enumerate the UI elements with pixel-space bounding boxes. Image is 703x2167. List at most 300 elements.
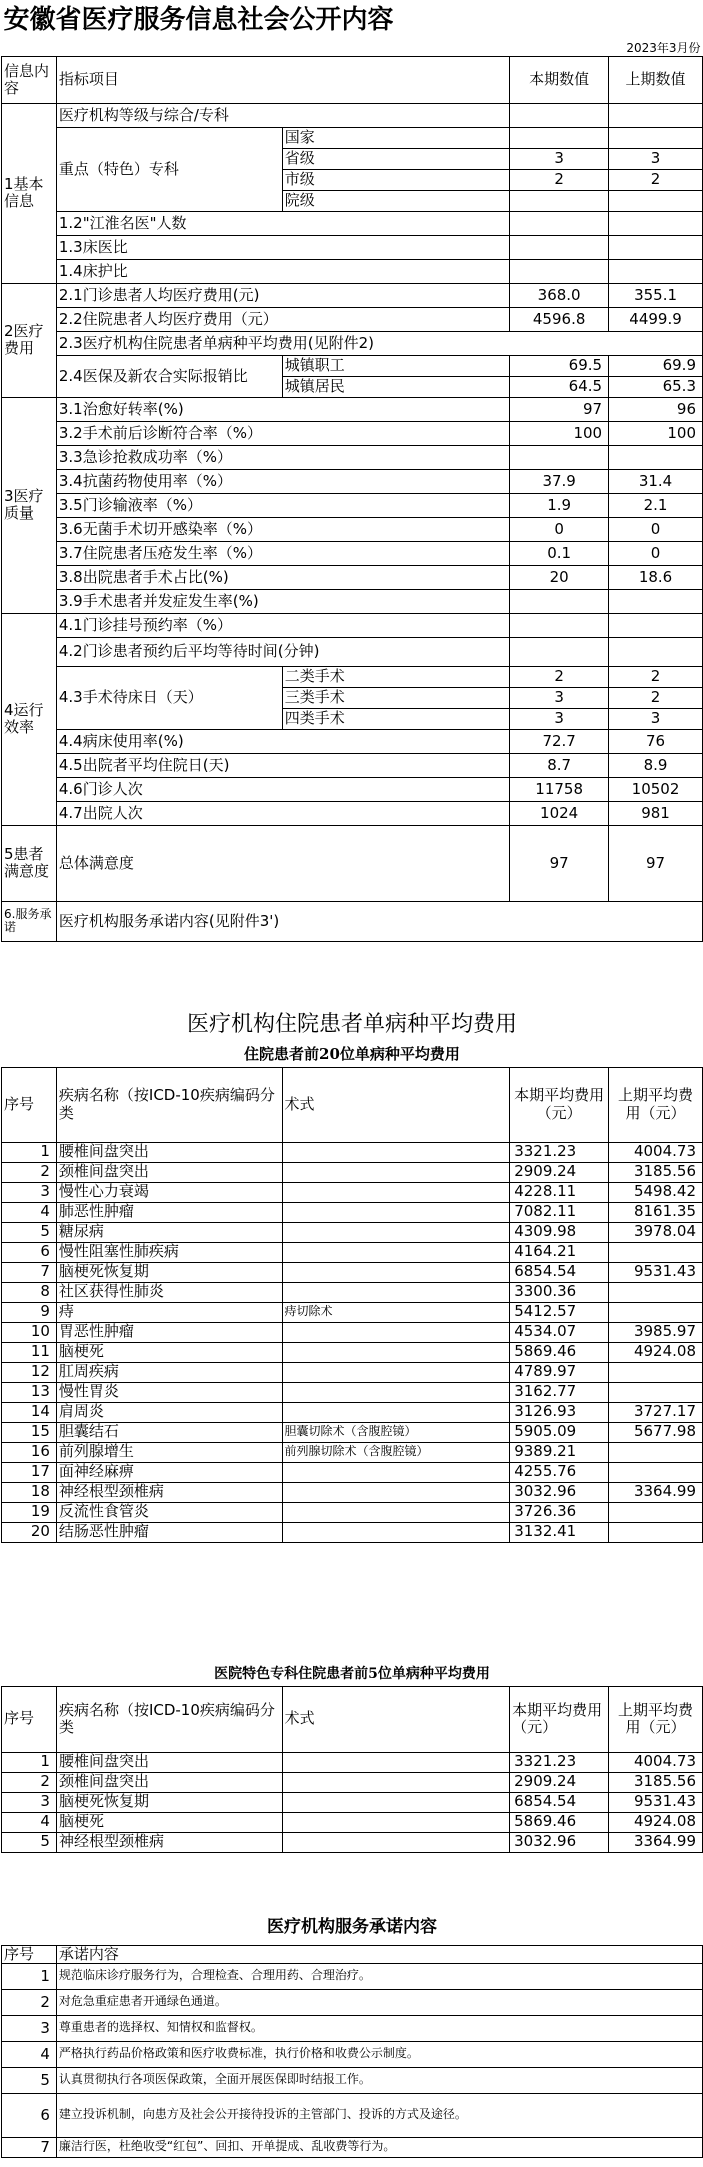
previous-cost xyxy=(609,1382,703,1402)
current-cost: 4164.21 xyxy=(510,1242,609,1262)
item-label: 1.4床护比 xyxy=(56,259,509,283)
promise-rows xyxy=(2,1963,703,2157)
current-cost: 7082.11 xyxy=(510,1202,609,1222)
disease-name: 反流性食管炎 xyxy=(56,1502,282,1522)
current-value xyxy=(510,190,609,211)
row-number: 17 xyxy=(2,1462,57,1482)
item-label: 1.3床医比 xyxy=(56,235,509,259)
current-value: 20 xyxy=(510,565,609,589)
table-row xyxy=(2,1182,703,1202)
previous-cost xyxy=(609,1302,703,1322)
row-number: 1 xyxy=(2,1963,57,1989)
sub-item-label: 三类手术 xyxy=(282,687,509,708)
promise-text: 认真贯彻执行各项医保政策，全面开展医保即时结报工作。 xyxy=(56,2067,702,2093)
sub-item-label: 省级 xyxy=(282,148,509,169)
item-label: 医疗机构等级与综合/专科 xyxy=(56,103,509,127)
current-value: 1024 xyxy=(510,801,609,825)
row-number: 12 xyxy=(2,1362,57,1382)
previous-cost xyxy=(609,1282,703,1302)
header-previous-cost: 上期平均费用（元） xyxy=(609,1067,703,1142)
row-number: 1 xyxy=(2,1142,57,1162)
header-no: 序号 xyxy=(2,1945,57,1963)
row-number: 7 xyxy=(2,1262,57,1282)
table-row xyxy=(2,1302,703,1322)
cost-title: 医疗机构住院患者单病种平均费用 xyxy=(186,1012,517,1038)
previous-value: 2.1 xyxy=(609,493,703,517)
previous-value xyxy=(609,103,703,127)
sub-item-label: 城镇居民 xyxy=(282,376,509,397)
row-number: 2 xyxy=(2,1772,57,1792)
header-info: 信息内容 xyxy=(2,56,57,103)
disease-name: 肺恶性肿瘤 xyxy=(56,1202,282,1222)
previous-cost: 3978.04 xyxy=(609,1222,703,1242)
procedure xyxy=(282,1792,509,1812)
procedure xyxy=(282,1402,510,1422)
procedure xyxy=(282,1462,510,1482)
current-value: 97 xyxy=(510,397,609,421)
row-number: 1 xyxy=(2,1752,57,1772)
table-row xyxy=(2,1462,703,1482)
procedure xyxy=(282,1502,510,1522)
procedure xyxy=(282,1752,509,1772)
header-disease: 疾病名称（按ICD-10疾病编码分类 xyxy=(56,1686,282,1752)
group-label: 5患者满意度 xyxy=(2,825,57,901)
current-value: 4596.8 xyxy=(510,307,609,331)
current-value xyxy=(510,613,609,637)
item-label: 3.3急诊抢救成功率（%） xyxy=(56,445,509,469)
current-value: 72.7 xyxy=(510,729,609,753)
disease-name: 胃恶性肿瘤 xyxy=(56,1322,282,1342)
table-row xyxy=(2,1963,703,1989)
table-row xyxy=(2,2015,703,2041)
table-row xyxy=(2,1792,703,1812)
page-title: 安徽省医疗服务信息社会公开内容 xyxy=(3,5,394,36)
previous-cost: 3364.99 xyxy=(609,1482,703,1502)
sub-item-label: 二类手术 xyxy=(282,666,509,687)
disease-name: 面神经麻痹 xyxy=(56,1462,282,1482)
table-row xyxy=(2,2041,703,2067)
header-content: 承诺内容 xyxy=(56,1945,702,1963)
current-value: 3 xyxy=(510,708,609,729)
table-row xyxy=(2,1282,703,1302)
table-row xyxy=(2,1262,703,1282)
procedure xyxy=(282,1382,510,1402)
previous-value: 355.1 xyxy=(609,283,703,307)
group-label: 2医疗费用 xyxy=(2,283,57,397)
row-number: 16 xyxy=(2,1442,57,1462)
row-number: 13 xyxy=(2,1382,57,1402)
disease-name: 颈椎间盘突出 xyxy=(56,1772,282,1792)
current-cost: 3132.41 xyxy=(510,1522,609,1542)
disease-name: 糖尿病 xyxy=(56,1222,282,1242)
procedure xyxy=(282,1342,510,1362)
current-cost: 4534.07 xyxy=(510,1322,609,1342)
previous-cost: 8161.35 xyxy=(609,1202,703,1222)
item-label: 3.7住院患者压疮发生率（%） xyxy=(56,541,509,565)
previous-value: 65.3 xyxy=(609,376,703,397)
disease-name: 颈椎间盘突出 xyxy=(56,1162,282,1182)
item-label: 3.6无菌手术切开感染率（%） xyxy=(56,517,509,541)
current-value: 37.9 xyxy=(510,469,609,493)
current-cost: 2909.24 xyxy=(510,1772,609,1792)
item-label: 4.5出院者平均住院日(天) xyxy=(56,753,509,777)
current-cost: 3162.77 xyxy=(510,1382,609,1402)
previous-cost xyxy=(609,1502,703,1522)
previous-cost: 9531.43 xyxy=(609,1792,703,1812)
disease-name: 慢性阻塞性肺疾病 xyxy=(56,1242,282,1262)
header-disease: 疾病名称（按ICD-10疾病编码分类 xyxy=(56,1067,282,1142)
procedure: 胆囊切除术（含腹腔镜） xyxy=(282,1422,510,1442)
cost-table xyxy=(1,1007,703,1543)
table-row xyxy=(2,1382,703,1402)
row-number: 5 xyxy=(2,1832,57,1852)
current-cost: 5412.57 xyxy=(510,1302,609,1322)
current-value xyxy=(510,103,609,127)
table-row xyxy=(2,2137,703,2157)
current-cost: 4309.98 xyxy=(510,1222,609,1242)
sub-item-label: 国家 xyxy=(282,127,509,148)
current-value: 3 xyxy=(510,148,609,169)
row-number: 10 xyxy=(2,1322,57,1342)
current-value: 64.5 xyxy=(510,376,609,397)
table-row xyxy=(2,1242,703,1262)
previous-cost: 3985.97 xyxy=(609,1322,703,1342)
row-number: 14 xyxy=(2,1402,57,1422)
row-number: 4 xyxy=(2,2041,57,2067)
procedure xyxy=(282,1262,510,1282)
current-cost: 3321.23 xyxy=(510,1752,609,1772)
table-row xyxy=(2,1322,703,1342)
header-no: 序号 xyxy=(2,1686,57,1752)
table-row xyxy=(2,1442,703,1462)
current-cost: 3321.23 xyxy=(510,1142,609,1162)
row-number: 20 xyxy=(2,1522,57,1542)
current-cost: 4228.11 xyxy=(510,1182,609,1202)
disease-name: 腰椎间盘突出 xyxy=(56,1142,282,1162)
special-rows xyxy=(2,1752,703,1852)
row-number: 9 xyxy=(2,1302,57,1322)
current-cost: 3032.96 xyxy=(510,1482,609,1502)
previous-value: 4499.9 xyxy=(609,307,703,331)
current-cost: 3032.96 xyxy=(510,1832,609,1852)
current-value xyxy=(510,259,609,283)
table-row xyxy=(2,1482,703,1502)
current-value: 11758 xyxy=(510,777,609,801)
current-value: 97 xyxy=(510,825,609,901)
item-label: 1.2"江淮名医"人数 xyxy=(56,211,509,235)
disease-name: 社区获得性肺炎 xyxy=(56,1282,282,1302)
header-procedure: 术式 xyxy=(282,1686,509,1752)
previous-cost xyxy=(609,1442,703,1462)
row-number: 19 xyxy=(2,1502,57,1522)
table-row xyxy=(2,2067,703,2093)
previous-value xyxy=(609,637,703,666)
procedure: 前列腺切除术（含腹腔镜） xyxy=(282,1442,510,1462)
previous-value: 0 xyxy=(609,541,703,565)
row-number: 11 xyxy=(2,1342,57,1362)
previous-value xyxy=(609,259,703,283)
special-subtitle: 医院特色专科住院患者前5位单病种平均费用 xyxy=(214,1665,490,1682)
item-label: 4.2门诊患者预约后平均等待时间(分钟) xyxy=(56,637,509,666)
disease-name: 脑梗死恢复期 xyxy=(56,1792,282,1812)
previous-cost: 5498.42 xyxy=(609,1182,703,1202)
previous-value: 31.4 xyxy=(609,469,703,493)
cost-rows xyxy=(2,1142,703,1542)
table-row xyxy=(2,1989,703,2015)
current-value: 0.1 xyxy=(510,541,609,565)
previous-cost xyxy=(609,1362,703,1382)
header-item: 指标项目 xyxy=(56,56,509,103)
group-label: 3医疗质量 xyxy=(2,397,57,613)
previous-value: 2 xyxy=(609,666,703,687)
sub-item-label: 四类手术 xyxy=(282,708,509,729)
header-previous: 上期数值 xyxy=(609,56,703,103)
disease-name: 脑梗死 xyxy=(56,1342,282,1362)
row-number: 6 xyxy=(2,1242,57,1262)
current-value xyxy=(510,235,609,259)
item-label: 3.4抗菌药物使用率（%） xyxy=(56,469,509,493)
row-number: 3 xyxy=(2,1182,57,1202)
current-value xyxy=(510,637,609,666)
current-cost: 2909.24 xyxy=(510,1162,609,1182)
previous-value: 97 xyxy=(609,825,703,901)
header-previous-cost: 上期平均费用（元） xyxy=(609,1686,703,1752)
current-cost: 3726.36 xyxy=(510,1502,609,1522)
previous-value: 96 xyxy=(609,397,703,421)
disease-name: 胆囊结石 xyxy=(56,1422,282,1442)
disease-name: 慢性心力衰竭 xyxy=(56,1182,282,1202)
current-cost: 5869.46 xyxy=(510,1812,609,1832)
current-value: 0 xyxy=(510,517,609,541)
previous-value xyxy=(609,445,703,469)
row-number: 3 xyxy=(2,1792,57,1812)
procedure xyxy=(282,1202,510,1222)
table-row xyxy=(2,1772,703,1792)
header-current-cost: 本期平均费用（元） xyxy=(510,1686,609,1752)
row-number: 3 xyxy=(2,2015,57,2041)
current-value: 100 xyxy=(510,421,609,445)
previous-value xyxy=(609,211,703,235)
info-table xyxy=(1,0,703,942)
current-value: 3 xyxy=(510,687,609,708)
current-cost: 6854.54 xyxy=(510,1792,609,1812)
current-value: 368.0 xyxy=(510,283,609,307)
sub-item-label: 院级 xyxy=(282,190,509,211)
current-value xyxy=(510,589,609,613)
previous-cost: 4004.73 xyxy=(609,1752,703,1772)
previous-value: 76 xyxy=(609,729,703,753)
previous-cost xyxy=(609,1462,703,1482)
current-cost: 5869.46 xyxy=(510,1342,609,1362)
special-table xyxy=(1,1662,703,1853)
item-label: 3.5门诊输液率（%） xyxy=(56,493,509,517)
table-row xyxy=(2,1832,703,1852)
previous-cost: 3364.99 xyxy=(609,1832,703,1852)
previous-value xyxy=(609,589,703,613)
table-row xyxy=(2,1222,703,1242)
current-cost: 9389.21 xyxy=(510,1442,609,1462)
current-cost: 3126.93 xyxy=(510,1402,609,1422)
row-number: 8 xyxy=(2,1282,57,1302)
item-label: 4.4病床使用率(%) xyxy=(56,729,509,753)
procedure xyxy=(282,1772,509,1792)
current-cost: 4789.97 xyxy=(510,1362,609,1382)
sub-item-label: 城镇职工 xyxy=(282,355,509,376)
table-row xyxy=(2,1522,703,1542)
previous-cost: 4004.73 xyxy=(609,1142,703,1162)
previous-cost: 3185.56 xyxy=(609,1162,703,1182)
item-label: 总体满意度 xyxy=(56,825,509,901)
previous-value: 2 xyxy=(609,687,703,708)
group-label: 4运行效率 xyxy=(2,613,57,825)
promise-text: 尊重患者的选择权、知情权和监督权。 xyxy=(56,2015,702,2041)
previous-value: 69.9 xyxy=(609,355,703,376)
previous-value: 3 xyxy=(609,708,703,729)
table-row xyxy=(2,1362,703,1382)
item-label: 医疗机构服务承诺内容(见附件3') xyxy=(56,901,702,941)
row-number: 5 xyxy=(2,2067,57,2093)
previous-value: 2 xyxy=(609,169,703,190)
item-label: 3.9手术患者并发症发生率(%) xyxy=(56,589,509,613)
disease-name: 神经根型颈椎病 xyxy=(56,1832,282,1852)
procedure xyxy=(282,1182,510,1202)
procedure xyxy=(282,1242,510,1262)
disease-name: 肩周炎 xyxy=(56,1402,282,1422)
previous-cost: 4924.08 xyxy=(609,1342,703,1362)
procedure xyxy=(282,1282,510,1302)
row-number: 5 xyxy=(2,1222,57,1242)
item-label: 2.4医保及新农合实际报销比 xyxy=(56,355,282,397)
table-row xyxy=(2,1502,703,1522)
header-procedure: 术式 xyxy=(282,1067,510,1142)
row-number: 15 xyxy=(2,1422,57,1442)
promise-text: 建立投诉机制，向患方及社会公开接待投诉的主管部门、投诉的方式及途径。 xyxy=(56,2093,702,2137)
promise-table xyxy=(1,1911,703,2158)
promise-text: 规范临床诊疗服务行为，合理检查、合理用药、合理治疗。 xyxy=(56,1963,702,1989)
previous-value: 3 xyxy=(609,148,703,169)
previous-value: 10502 xyxy=(609,777,703,801)
disease-name: 痔 xyxy=(56,1302,282,1322)
current-cost: 5905.09 xyxy=(510,1422,609,1442)
row-number: 7 xyxy=(2,2137,57,2157)
item-label: 2.1门诊患者人均医疗费用(元) xyxy=(56,283,509,307)
table-row xyxy=(2,1752,703,1772)
promise-text: 严格执行药品价格政策和医疗收费标准，执行价格和收费公示制度。 xyxy=(56,2041,702,2067)
previous-value xyxy=(609,190,703,211)
previous-cost: 9531.43 xyxy=(609,1262,703,1282)
previous-value xyxy=(609,235,703,259)
previous-cost: 3185.56 xyxy=(609,1772,703,1792)
row-number: 18 xyxy=(2,1482,57,1502)
procedure xyxy=(282,1322,510,1342)
current-value: 2 xyxy=(510,666,609,687)
table-row xyxy=(2,1162,703,1182)
item-label: 2.3医疗机构住院患者单病种平均费用(见附件2) xyxy=(56,331,702,355)
previous-value: 18.6 xyxy=(609,565,703,589)
promise-text: 廉洁行医，杜绝收受“红包”、回扣、开单提成、乱收费等行为。 xyxy=(56,2137,702,2157)
sub-item-label: 市级 xyxy=(282,169,509,190)
disease-name: 肛周疾病 xyxy=(56,1362,282,1382)
table-row xyxy=(2,2093,703,2137)
row-number: 6 xyxy=(2,2093,57,2137)
disease-name: 脑梗死 xyxy=(56,1812,282,1832)
promise-text: 对危急重症患者开通绿色通道。 xyxy=(56,1989,702,2015)
previous-cost xyxy=(609,1242,703,1262)
previous-value: 8.9 xyxy=(609,753,703,777)
row-number: 4 xyxy=(2,1812,57,1832)
procedure xyxy=(282,1222,510,1242)
table-row xyxy=(2,1342,703,1362)
header-current: 本期数值 xyxy=(510,56,609,103)
table-row xyxy=(2,1202,703,1222)
table-row xyxy=(2,1812,703,1832)
current-cost: 6854.54 xyxy=(510,1262,609,1282)
item-label: 3.8出院患者手术占比(%) xyxy=(56,565,509,589)
table-row xyxy=(2,1422,703,1442)
table-row xyxy=(2,1142,703,1162)
previous-cost: 4924.08 xyxy=(609,1812,703,1832)
disease-name: 脑梗死恢复期 xyxy=(56,1262,282,1282)
current-value: 8.7 xyxy=(510,753,609,777)
current-value: 2 xyxy=(510,169,609,190)
procedure xyxy=(282,1812,509,1832)
report-date: 2023年3月份 xyxy=(626,42,701,55)
previous-value xyxy=(609,127,703,148)
previous-value: 0 xyxy=(609,517,703,541)
item-label: 2.2住院患者人均医疗费用（元） xyxy=(56,307,509,331)
current-value xyxy=(510,211,609,235)
current-value xyxy=(510,127,609,148)
current-value xyxy=(510,445,609,469)
procedure xyxy=(282,1522,510,1542)
item-label: 4.6门诊人次 xyxy=(56,777,509,801)
procedure: 痔切除术 xyxy=(282,1302,510,1322)
current-value: 1.9 xyxy=(510,493,609,517)
item-label: 4.7出院人次 xyxy=(56,801,509,825)
promise-title: 医疗机构服务承诺内容 xyxy=(267,1916,437,1937)
procedure xyxy=(282,1362,510,1382)
row-number: 2 xyxy=(2,1162,57,1182)
header-current-cost: 本期平均费用（元） xyxy=(510,1067,609,1142)
current-cost: 4255.76 xyxy=(510,1462,609,1482)
item-label: 重点（特色）专科 xyxy=(56,127,282,211)
item-label: 4.1门诊挂号预约率（%） xyxy=(56,613,509,637)
item-label: 3.2手术前后诊断符合率（%） xyxy=(56,421,509,445)
previous-cost: 3727.17 xyxy=(609,1402,703,1422)
disease-name: 腰椎间盘突出 xyxy=(56,1752,282,1772)
previous-value: 100 xyxy=(609,421,703,445)
current-cost: 3300.36 xyxy=(510,1282,609,1302)
current-value: 69.5 xyxy=(510,355,609,376)
item-label: 4.3手术待床日（天） xyxy=(56,666,282,729)
disease-name: 前列腺增生 xyxy=(56,1442,282,1462)
procedure xyxy=(282,1832,509,1852)
table-row xyxy=(2,1402,703,1422)
procedure xyxy=(282,1162,510,1182)
group-label: 1基本信息 xyxy=(2,103,57,283)
procedure xyxy=(282,1142,510,1162)
disease-name: 慢性胃炎 xyxy=(56,1382,282,1402)
cost-subtitle: 住院患者前20位单病种平均费用 xyxy=(244,1045,460,1064)
procedure xyxy=(282,1482,510,1502)
group-label: 6.服务承诺 xyxy=(2,901,57,941)
previous-value: 981 xyxy=(609,801,703,825)
row-number: 4 xyxy=(2,1202,57,1222)
disease-name: 神经根型颈椎病 xyxy=(56,1482,282,1502)
previous-cost: 5677.98 xyxy=(609,1422,703,1442)
header-no: 序号 xyxy=(2,1067,57,1142)
row-number: 2 xyxy=(2,1989,57,2015)
